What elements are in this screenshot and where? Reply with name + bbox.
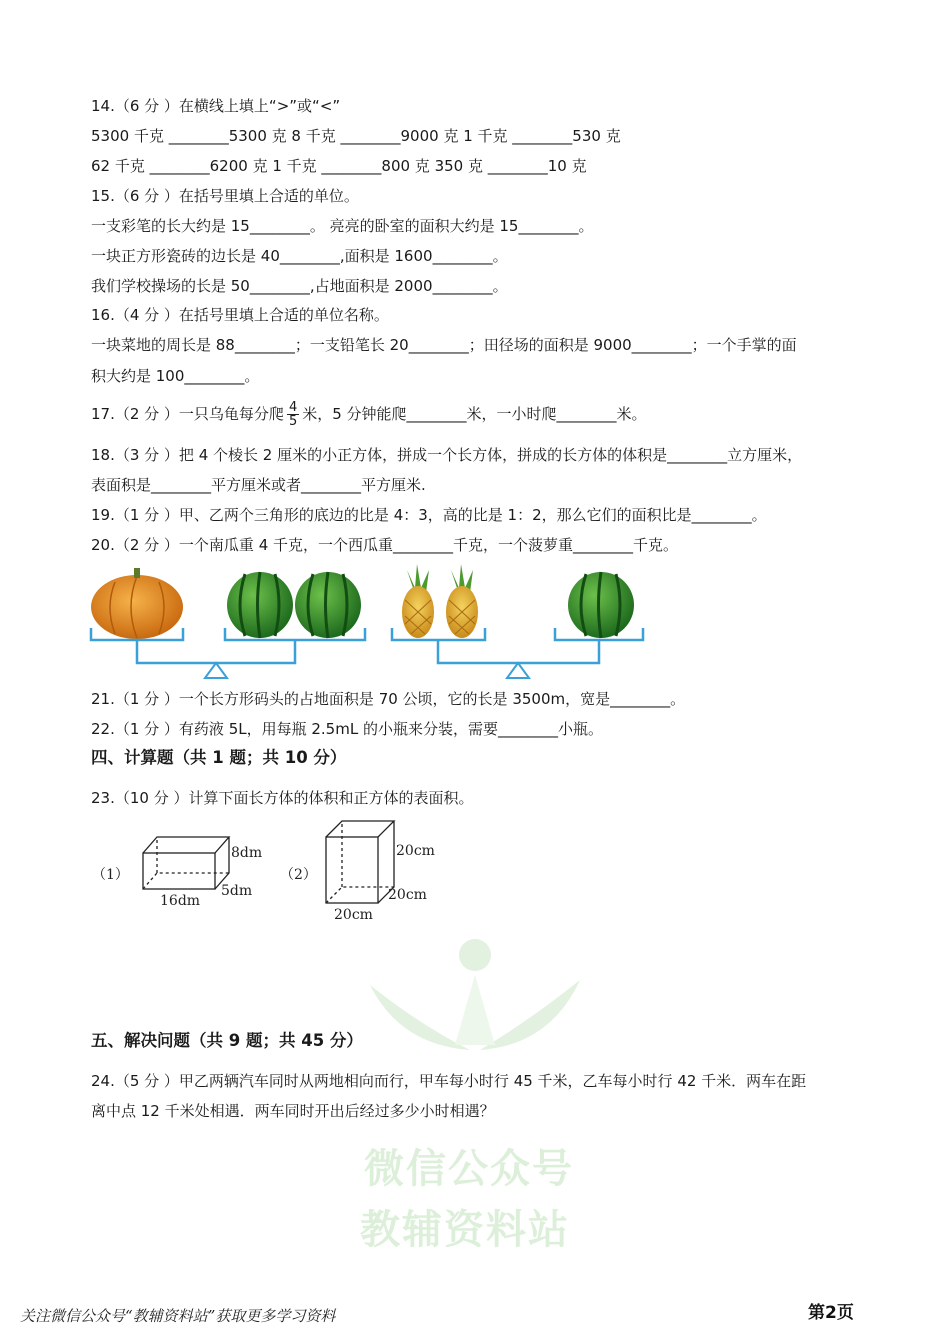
section-5-heading: 五、解决问题（共 9 题；共 45 分） bbox=[91, 1031, 363, 1050]
q15-title: 15.（6 分 ）在括号里填上合适的单位。 bbox=[91, 187, 359, 205]
q16-row2: 积大约是 100________。 bbox=[91, 367, 260, 385]
cuboid-width-label: 5dm bbox=[221, 883, 253, 899]
solids-figure bbox=[90, 815, 450, 930]
left-scale bbox=[91, 568, 365, 678]
q21: 21.（1 分 ）一个长方形码头的占地面积是 70 公顷，它的长是 3500m，宽是________。 bbox=[91, 690, 686, 708]
q16-row1: 一块菜地的周长是 88________；一支铅笔长 20________；田径场的面积是 9000________；一个手掌的面 bbox=[91, 336, 797, 354]
balance-scales-figure bbox=[85, 560, 655, 685]
q23: 23.（10 分 ）计算下面长方体的体积和正方体的表面积。 bbox=[91, 789, 474, 807]
q24-row1: 24.（5 分 ）甲乙两辆汽车同时从两地相向而行，甲车每小时行 45 千米，乙车每小时行 42 千米．两车在距 bbox=[91, 1072, 807, 1090]
watermelon-2 bbox=[295, 572, 361, 638]
cuboid bbox=[143, 837, 229, 889]
figure-label-1: （1） bbox=[92, 867, 129, 883]
fraction bbox=[287, 401, 299, 428]
watermelon-1 bbox=[227, 572, 293, 638]
section-4-heading: 四、计算题（共 1 题；共 10 分） bbox=[91, 748, 347, 767]
q15-row3: 我们学校操场的长是 50________,占地面积是 2000________。 bbox=[91, 277, 508, 295]
cube-height-label: 20cm bbox=[396, 843, 435, 859]
watermelon-3 bbox=[568, 572, 634, 638]
q15-row2: 一块正方形瓷砖的边长是 40________,面积是 1600________。 bbox=[91, 247, 508, 265]
q17 bbox=[91, 401, 647, 428]
q24-row2: 离中点 12 千米处相遇．两车同时开出后经过多少小时相遇？ bbox=[91, 1102, 495, 1120]
footer-note: 关注微信公众号“教辅资料站”获取更多学习资料 bbox=[20, 1307, 336, 1325]
cuboid-length-label: 16dm bbox=[160, 893, 201, 909]
q18-row2: 表面积是________平方厘米或者________平方厘米. bbox=[91, 476, 426, 494]
q14-row1: 5300 千克 ________5300 克 8 千克 ________9000 克 1 千克 ________530 克 bbox=[91, 127, 621, 145]
watermark-logo bbox=[360, 935, 590, 1055]
pineapple-1 bbox=[402, 564, 434, 638]
q17-suffix: 米，5 分钟能爬________米，一小时爬________米。 bbox=[302, 405, 647, 423]
q20: 20.（2 分 ）一个南瓜重 4 千克，一个西瓜重________千克，一个菠萝重________千克。 bbox=[91, 536, 679, 554]
pineapple-2 bbox=[446, 564, 478, 638]
q16-title: 16.（4 分 ）在括号里填上合适的单位名称。 bbox=[91, 306, 389, 324]
fraction-numerator: 4 bbox=[288, 400, 298, 415]
q14-title: 14.（6 分 ）在横线上填上“>”或“<” bbox=[91, 97, 341, 115]
q22: 22.（1 分 ）有药液 5L，用每瓶 2.5mL 的小瓶来分装，需要________小瓶。 bbox=[91, 720, 603, 738]
q14-row2: 62 千克 ________6200 克 1 千克 ________800 克 350 克 ________10 克 bbox=[91, 157, 587, 175]
q18-row1: 18.（3 分 ）把 4 个棱长 2 厘米的小正方体，拼成一个长方体，拼成的长方体的体积是________立方厘米， bbox=[91, 446, 803, 464]
page-number: 第2页 bbox=[808, 1303, 854, 1323]
q17-prefix: 17.（2 分 ）一只乌龟每分爬 bbox=[91, 405, 284, 423]
cube-width-label: 20cm bbox=[388, 887, 427, 903]
fraction-denominator: 5 bbox=[288, 414, 298, 429]
cuboid-height-label: 8dm bbox=[231, 845, 263, 861]
cube-length-label: 20cm bbox=[334, 907, 373, 923]
watermark-line1: 微信公众号 bbox=[364, 1146, 574, 1192]
cube bbox=[326, 821, 394, 903]
figure-label-2: （2） bbox=[280, 867, 317, 883]
pumpkin bbox=[91, 568, 183, 639]
q19: 19.（1 分 ）甲、乙两个三角形的底边的比是 4：3，高的比是 1：2，那么它们的面积比是________。 bbox=[91, 506, 767, 524]
q15-row1: 一支彩笔的长大约是 15________。 亮亮的卧室的面积大约是 15________。 bbox=[91, 217, 594, 235]
watermark-line2: 教辅资料站 bbox=[360, 1207, 570, 1253]
right-scale bbox=[392, 564, 643, 678]
